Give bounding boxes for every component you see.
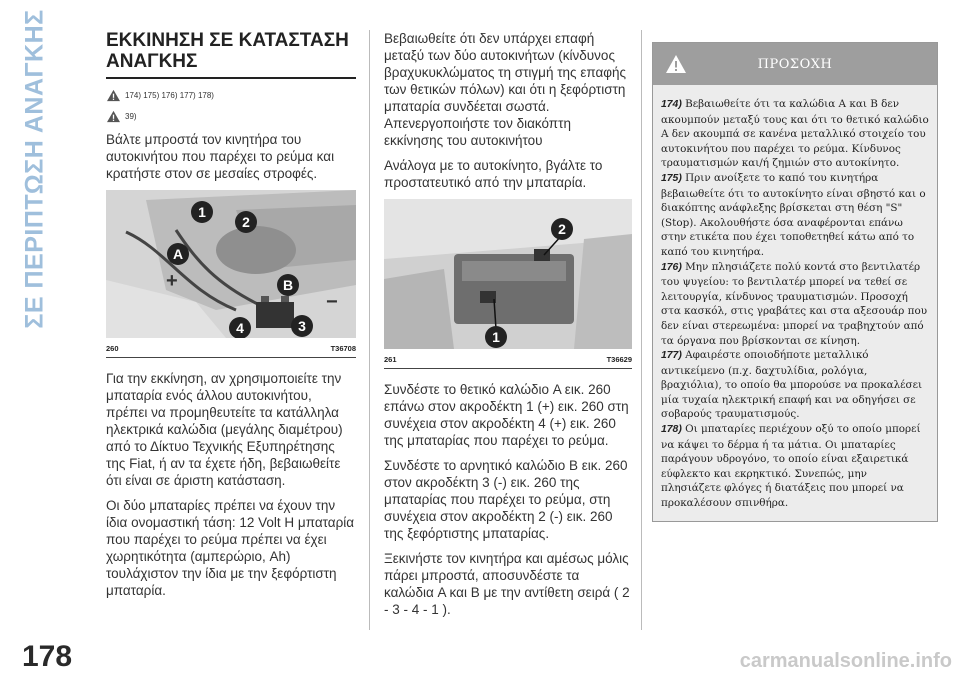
label-A: A — [172, 246, 184, 262]
watermark: carmanualsonline.info — [739, 650, 952, 672]
label-B: B — [282, 277, 294, 293]
note-refs: 39) — [125, 112, 137, 121]
title-rule — [106, 77, 356, 79]
caution-item: 174) Βεβαιωθείτε ότι τα καλώδια A και B δεν ακουμπούν μεταξύ τους και ότι το θετικό καλώδιο A δεν ακουμπά σε κανένα μεταλλικό στοιχείο του αυτοκινήτου που παρέχει το ρεύμα. Κίνδυνος τραυματισμών και/ή ζημιών στο αυτοκίνητο. — [661, 98, 929, 170]
paragraph-no-contact: Βεβαιωθείτε ότι δεν υπάρχει επαφή μεταξύ των δύο αυτοκινήτων (κίνδυνος βραχυκυκλώματος τη στιγμή της επαφής των θετικών πόλων) και ότι η ξεφόρτιστη μπαταρία συνδέεται σωστά. Απενεργοποιήστε τον διακόπτη εκκίνησης του αυτοκινήτου — [384, 31, 627, 148]
side-title-text: ΣΕ ΠΕΡΙΠΤΩΣΗ ΑΝΑΓΚΗΣ — [20, 9, 49, 329]
paragraph-negative-cable: Συνδέστε το αρνητικό καλώδιο B εικ. 260 στον ακροδέκτη 3 (-) εικ. 260 της μπαταρίας που παρέχει το ρεύμα, στη συνέχεια στον ακροδέκτη 2 (-) εικ. 260 της ξεφόρτιστης μπαταρίας. — [384, 458, 628, 541]
paragraph-protector: Ανάλογα με το αυτοκίνητο, βγάλτε το προστατευτικό από την μπαταρία. — [384, 158, 603, 190]
page-number: 178 — [22, 640, 73, 673]
column-2 — [384, 30, 632, 626]
note-refs-row — [106, 110, 356, 123]
caution-title: ΠΡΟΣΟΧΗ — [757, 56, 833, 72]
figure-code: T36708 — [330, 344, 356, 353]
paragraph-voltage: Οι δύο μπαταρίες πρέπει να έχουν την ίδια ονομαστική τάση: 12 Volt Η μπαταρία που παρέχει το ρεύμα πρέπει να έχει χωρητικότητα (αμπερώριο, Ah) τουλάχιστον την ίδια με την ξεφόρτιστη μπαταρία. — [106, 498, 355, 598]
warning-triangle-icon — [106, 89, 121, 102]
figure-260-caption — [106, 342, 356, 358]
label-1: 1 — [492, 329, 500, 345]
paragraph-start-engine: Βάλτε μπροστά τον κινητήρα του αυτοκινήτου που παρέχει το ρεύμα και κρατήστε στον σε μεσαίες στροφές. — [106, 132, 335, 181]
label-2: 2 — [242, 214, 250, 230]
paragraph-start-disconnect: Ξεκινήστε τον κινητήρα και αμέσως μόλις πάρει μπροστά, αποσυνδέστε τα καλώδια A και B με την αντίθετη σειρά ( 2 - 3 - 4 - 1 ). — [384, 551, 630, 617]
caution-item: 175) Πριν ανοίξετε το καπό του κινητήρα βεβαιωθείτε ότι το αυτοκίνητο είναι σβηστό και ο διακόπτης ανάφλεξης βρίσκεται στη θέση "S" (Stop). Ακολουθήστε όσα αναφέρονται επάνω στην ετικέτα που έχει τοποθετηθεί κάτω από το καπό του κινητήρα. — [661, 171, 926, 258]
warning-refs: 174) 175) 176) 177) 178) — [125, 91, 214, 100]
jump-start-illustration — [106, 190, 356, 338]
column-divider-1 — [369, 30, 370, 630]
figure-number: 261 — [384, 355, 397, 364]
paragraph-cables: Για την εκκίνηση, αν χρησιμοποιείτε την μπαταρία ενός άλλου αυτοκινήτου, πρέπει να προμηθευτείτε τα κατάλληλα ηλεκτρικά καλώδια (μεγάλης διαμέτρου) από το Δίκτυο Τεχνικής Εξυπηρέτησης της Fiat, ή αν τα έχετε ήδη, βεβαιωθείτε ότι είναι σε άριστη κατάσταση. — [106, 371, 343, 488]
caution-panel — [652, 42, 938, 522]
battery-illustration — [384, 199, 632, 349]
label-3: 3 — [298, 318, 306, 334]
figure-261-caption — [384, 353, 632, 369]
column-1 — [106, 30, 356, 607]
label-4: 4 — [236, 320, 244, 336]
figure-261 — [384, 199, 632, 349]
caution-header — [653, 43, 937, 85]
caution-item: 177) Αφαιρέστε οποιοδήποτε μεταλλικό αντικείμενο (π.χ. δαχτυλίδια, ρολόγια, βραχιόλια), το οποίο θα μπορούσε να προκαλέσει μία τυχαία ηλεκτρική επαφή και να οδηγήσει σε σοβαρούς τραυματισμούς. — [661, 349, 923, 421]
plus-sign: + — [166, 270, 178, 292]
side-section-title — [10, 9, 60, 329]
label-2: 2 — [558, 221, 566, 237]
figure-code: T36629 — [606, 355, 632, 364]
figure-260 — [106, 190, 356, 338]
warning-refs-row — [106, 89, 356, 102]
column-divider-2 — [641, 30, 642, 630]
label-1: 1 — [198, 204, 206, 220]
caution-triangle-icon — [665, 54, 687, 74]
section-title: ΕΚΚΙΝΗΣΗ ΣΕ ΚΑΤΑΣΤΑΣΗ ΑΝΑΓΚΗΣ — [106, 30, 349, 72]
caution-item: 176) Μην πλησιάζετε πολύ κοντά στο βεντιλατέρ του ψυγείου: το βεντιλατέρ μπορεί να τεθεί σε λειτουργία, κίνδυνος τραυματισμών. Προσοχή στα κασκόλ, στις γραβάτες και στα αξεσουάρ που δεν είναι στερεωμένα: μπορεί να τραβηχτούν από τα όργανα που βρίσκονται σε κίνηση. — [661, 260, 928, 347]
note-triangle-icon — [106, 110, 121, 123]
caution-box — [652, 42, 938, 522]
figure-number: 260 — [106, 344, 119, 353]
caution-body — [653, 85, 937, 521]
paragraph-positive-cable: Συνδέστε το θετικό καλώδιο A εικ. 260 επάνω στον ακροδέκτη 1 (+) εικ. 260 στη συνέχεια στον ακροδέκτη 4 (+) εικ. 260 της μπαταρίας που παρέχει το ρεύμα. — [384, 382, 629, 448]
caution-item: 178) Οι μπαταρίες περιέχουν οξύ το οποίο μπορεί να κάψει το δέρμα ή τα μάτια. Οι μπαταρίες παράγουν υδρογόνο, το οποίο είναι εξαιρετικά εύφλεκτο και εκρηκτικό. Συνεπώς, μην πλησιάζετε φλόγες ή διατάξεις που μπορεί να προκαλέσουν σπινθήρα. — [661, 423, 921, 510]
minus-sign: − — [326, 291, 338, 313]
